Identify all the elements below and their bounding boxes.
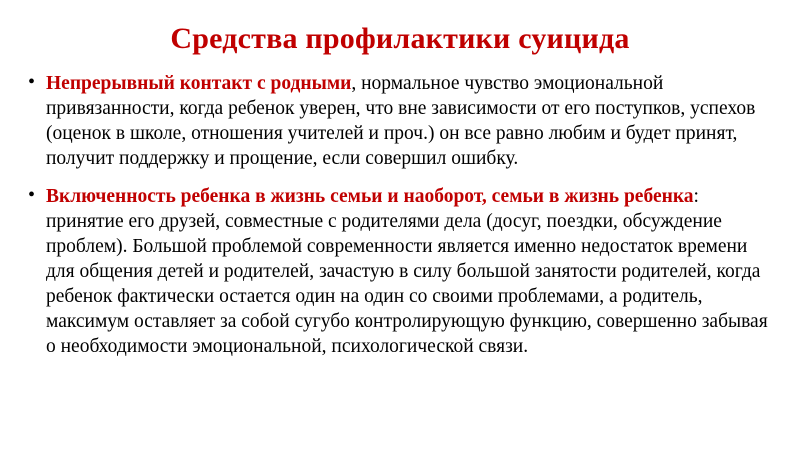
page-title: Средства профилактики суицида (170, 22, 630, 55)
bullet-list (0, 71, 800, 360)
bullet-lead-text: Включенность ребенка в жизнь семьи и наоборот, семьи в жизнь ребенка (46, 186, 694, 208)
list-item (0, 71, 800, 171)
bullet-body-text: , нормальное чувство эмоциональной привязанности, когда ребенок уверен, что вне зависимости от его поступков, успехов (оценок в школе, отношения учителей и проч.) он все равно любим и будет принят, получит поддержку и прощение, если совершил ошибку. (46, 73, 756, 170)
bullet-lead-text: Непрерывный контакт с родными (46, 73, 352, 94)
list-item (0, 184, 800, 359)
bullet-body-text: : принятие его друзей, совместные с родителями дела (досуг, поездки, обсуждение проблем). Большой проблемой современности является именно недостаток времени для общения детей и родителей, зачастую в силу большой занятости родителей, когда ребенок фактически остается один на один со своими проблемами, а родитель, максимум оставляет за собой сугубо контролирующую функцию, совершенно забывая о необходимости эмоциональной, психологической связи. (46, 186, 768, 358)
